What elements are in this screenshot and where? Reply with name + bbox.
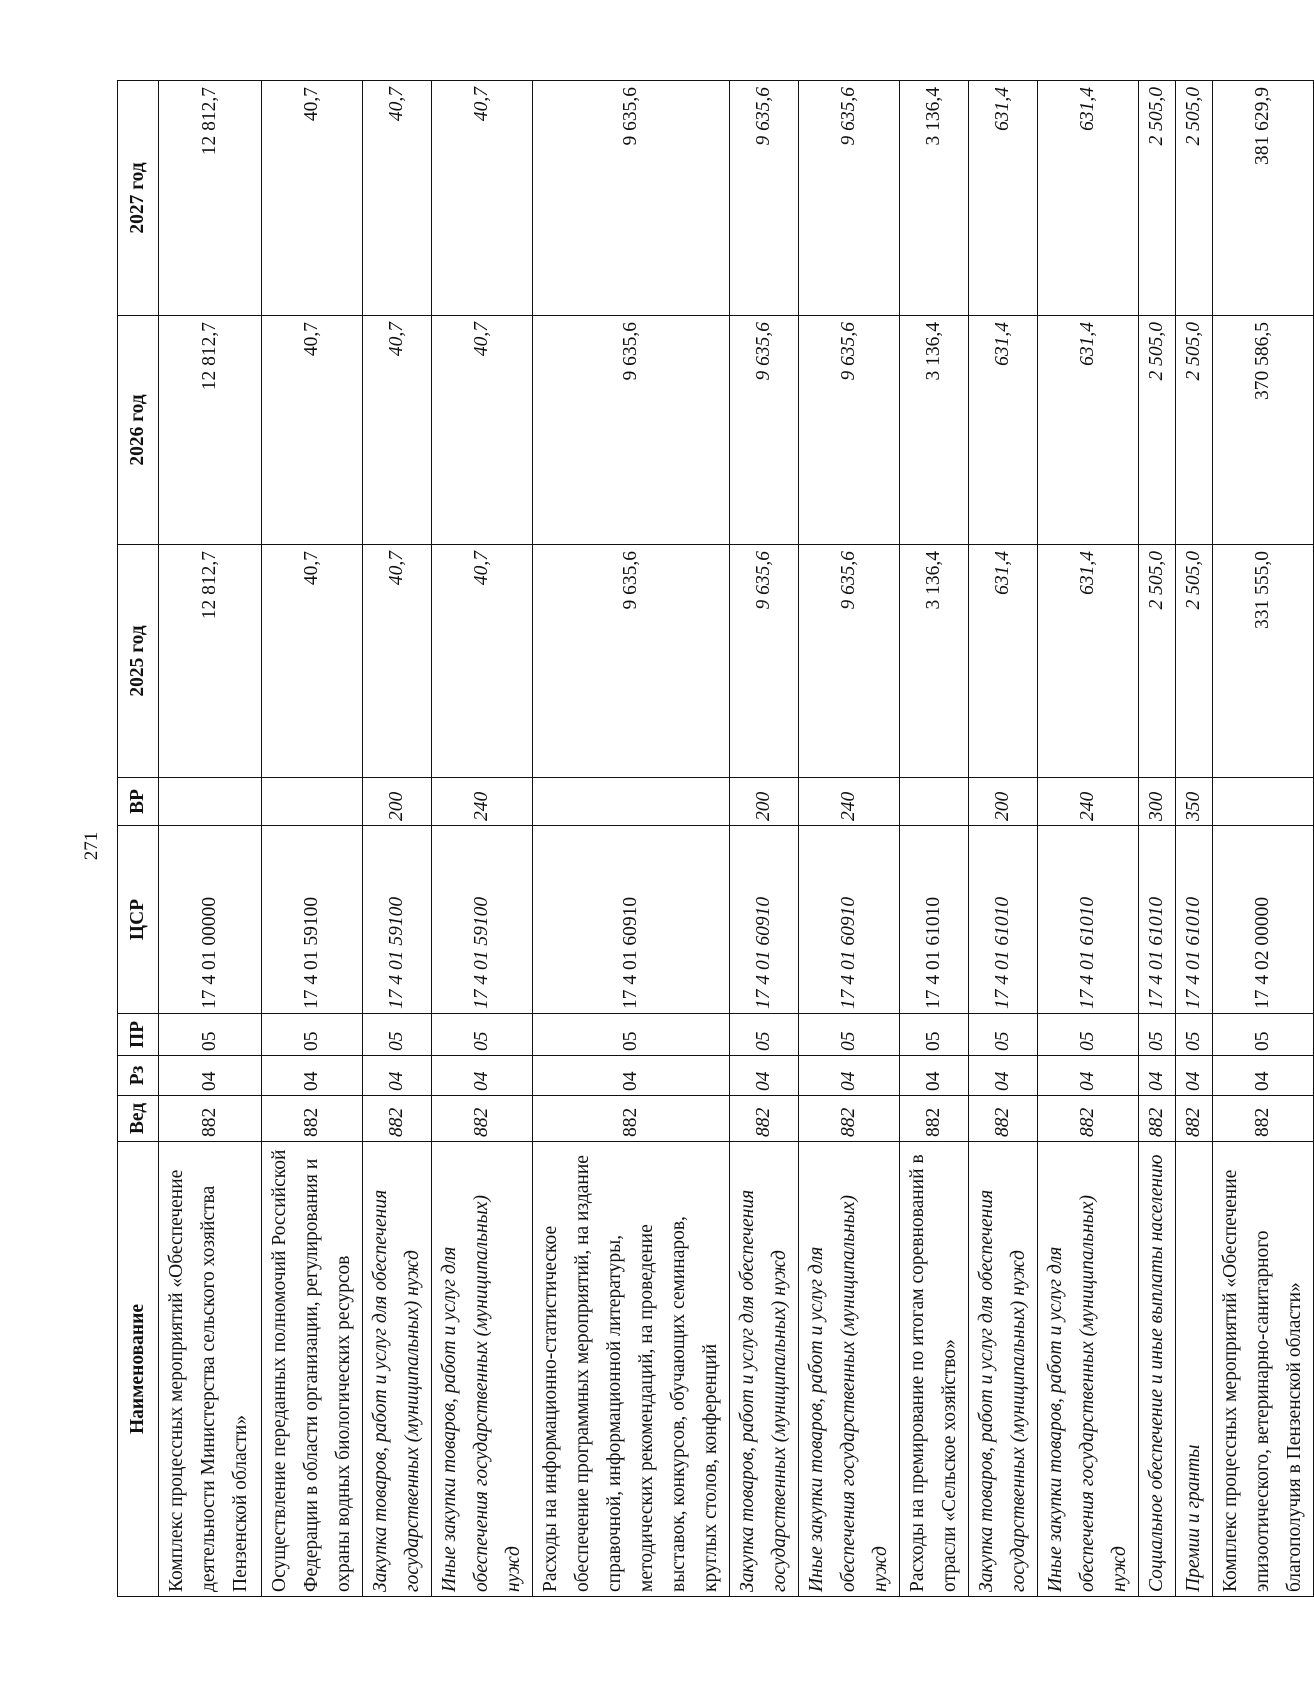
cell-csr: 17 4 01 61010 — [1176, 826, 1213, 1014]
column-header-pr: ПР — [118, 1014, 159, 1056]
table-row — [159, 81, 262, 1597]
column-header-name: Наименование — [118, 1142, 159, 1597]
cell-y2026: 40,7 — [262, 316, 363, 545]
cell-pr: 05 — [533, 1014, 730, 1056]
cell-csr: 17 4 01 59100 — [363, 826, 432, 1014]
cell-name: Расходы на информационно-статистическое обеспечение программных мероприятий, на издание справочной, информационной литературы, методических рекомендаций, на проведение выставок, конкурсов, обучающих семинаров, круглых столов, конференций — [533, 1142, 730, 1597]
cell-y2026: 9 635,6 — [730, 316, 799, 545]
page-number: 271 — [81, 831, 102, 861]
cell-csr: 17 4 01 59100 — [432, 826, 533, 1014]
table-row — [1038, 81, 1139, 1597]
cell-csr: 17 4 01 60910 — [533, 826, 730, 1014]
cell-y2027: 2 505,0 — [1139, 81, 1176, 316]
table-body — [159, 81, 1314, 1597]
cell-pr: 05 — [1038, 1014, 1139, 1056]
cell-name: Комплекс процессных мероприятий «Обеспечение деятельности Министерства сельского хозяйства Пензенской области» — [159, 1142, 262, 1597]
cell-y2027: 9 635,6 — [533, 81, 730, 316]
cell-vr: 200 — [969, 778, 1038, 826]
cell-pr: 05 — [1176, 1014, 1213, 1056]
cell-rz: 04 — [533, 1056, 730, 1096]
table-row — [432, 81, 533, 1597]
cell-ved: 882 — [1176, 1096, 1213, 1142]
cell-pr: 05 — [1139, 1014, 1176, 1056]
cell-y2027: 40,7 — [432, 81, 533, 316]
cell-pr: 05 — [159, 1014, 262, 1056]
column-header-ved: Вед — [118, 1096, 159, 1142]
cell-y2025: 40,7 — [432, 545, 533, 778]
cell-ved: 882 — [969, 1096, 1038, 1142]
cell-pr: 05 — [730, 1014, 799, 1056]
cell-rz: 04 — [432, 1056, 533, 1096]
cell-y2027: 2 505,0 — [1176, 81, 1213, 316]
cell-rz: 04 — [262, 1056, 363, 1096]
cell-ved: 882 — [533, 1096, 730, 1142]
cell-ved: 882 — [262, 1096, 363, 1142]
cell-y2026: 2 505,0 — [1176, 316, 1213, 545]
cell-rz: 04 — [730, 1056, 799, 1096]
cell-ved: 882 — [159, 1096, 262, 1142]
cell-name: Закупка товаров, работ и услуг для обеспечения государственных (муниципальных) нужд — [730, 1142, 799, 1597]
cell-y2026: 631,4 — [1038, 316, 1139, 545]
cell-csr: 17 4 01 61010 — [900, 826, 969, 1014]
cell-name: Закупка товаров, работ и услуг для обеспечения государственных (муниципальных) нужд — [969, 1142, 1038, 1597]
cell-y2025: 40,7 — [363, 545, 432, 778]
cell-y2027: 12 812,7 — [159, 81, 262, 316]
cell-name: Осуществление переданных полномочий Российской Федерации в области организации, регулирования и охраны водных биологических ресурсов — [262, 1142, 363, 1597]
cell-rz: 04 — [1176, 1056, 1213, 1096]
column-header-y2027: 2027 год — [118, 81, 159, 316]
cell-y2025: 331 555,0 — [1213, 545, 1314, 778]
cell-name: Премии и гранты — [1176, 1142, 1213, 1597]
cell-vr: 200 — [730, 778, 799, 826]
table-row — [900, 81, 969, 1597]
cell-vr — [533, 778, 730, 826]
cell-rz: 04 — [969, 1056, 1038, 1096]
cell-csr: 17 4 01 00000 — [159, 826, 262, 1014]
cell-vr: 300 — [1139, 778, 1176, 826]
cell-y2027: 631,4 — [1038, 81, 1139, 316]
cell-pr: 05 — [799, 1014, 900, 1056]
table-row — [533, 81, 730, 1597]
cell-rz: 04 — [900, 1056, 969, 1096]
table-row — [1213, 81, 1314, 1597]
cell-rz: 04 — [1139, 1056, 1176, 1096]
cell-y2026: 40,7 — [432, 316, 533, 545]
rotated-table-container — [117, 81, 1305, 1597]
cell-vr — [1213, 778, 1314, 826]
cell-y2027: 40,7 — [363, 81, 432, 316]
cell-y2025: 631,4 — [1038, 545, 1139, 778]
cell-y2026: 9 635,6 — [533, 316, 730, 545]
cell-y2025: 3 136,4 — [900, 545, 969, 778]
cell-csr: 17 4 01 61010 — [1139, 826, 1176, 1014]
cell-ved: 882 — [730, 1096, 799, 1142]
cell-y2027: 631,4 — [969, 81, 1038, 316]
cell-pr: 05 — [1213, 1014, 1314, 1056]
cell-rz: 04 — [363, 1056, 432, 1096]
cell-y2025: 9 635,6 — [799, 545, 900, 778]
cell-name: Закупка товаров, работ и услуг для обеспечения государственных (муниципальных) нужд — [363, 1142, 432, 1597]
column-header-y2025: 2025 год — [118, 545, 159, 778]
cell-name: Комплекс процессных мероприятий «Обеспечение эпизоотического, ветеринарно-санитарного благополучия в Пензенской области» — [1213, 1142, 1314, 1597]
cell-y2026: 40,7 — [363, 316, 432, 545]
cell-pr: 05 — [363, 1014, 432, 1056]
table-row — [262, 81, 363, 1597]
budget-table — [117, 80, 1314, 1597]
cell-vr: 240 — [799, 778, 900, 826]
cell-csr: 17 4 01 60910 — [799, 826, 900, 1014]
cell-y2026: 3 136,4 — [900, 316, 969, 545]
table-row — [799, 81, 900, 1597]
cell-vr: 350 — [1176, 778, 1213, 826]
cell-name: Социальное обеспечение и иные выплаты населению — [1139, 1142, 1176, 1597]
column-header-y2026: 2026 год — [118, 316, 159, 545]
cell-y2026: 631,4 — [969, 316, 1038, 545]
cell-ved: 882 — [799, 1096, 900, 1142]
cell-vr — [159, 778, 262, 826]
cell-ved: 882 — [363, 1096, 432, 1142]
cell-ved: 882 — [1213, 1096, 1314, 1142]
cell-y2025: 9 635,6 — [730, 545, 799, 778]
column-header-csr: ЦСР — [118, 826, 159, 1014]
cell-vr — [262, 778, 363, 826]
cell-rz: 04 — [159, 1056, 262, 1096]
cell-ved: 882 — [900, 1096, 969, 1142]
cell-name: Иные закупки товаров, работ и услуг для обеспечения государственных (муниципальных) нужд — [432, 1142, 533, 1597]
cell-pr: 05 — [969, 1014, 1038, 1056]
header-row — [118, 81, 159, 1597]
cell-csr: 17 4 01 61010 — [969, 826, 1038, 1014]
cell-y2025: 40,7 — [262, 545, 363, 778]
table-row — [969, 81, 1038, 1597]
cell-y2026: 2 505,0 — [1139, 316, 1176, 545]
cell-vr — [900, 778, 969, 826]
cell-y2026: 12 812,7 — [159, 316, 262, 545]
cell-ved: 882 — [1139, 1096, 1176, 1142]
cell-y2025: 9 635,6 — [533, 545, 730, 778]
cell-pr: 05 — [262, 1014, 363, 1056]
cell-y2025: 2 505,0 — [1176, 545, 1213, 778]
cell-y2026: 370 586,5 — [1213, 316, 1314, 545]
cell-rz: 04 — [1213, 1056, 1314, 1096]
cell-y2027: 381 629,9 — [1213, 81, 1314, 316]
cell-y2025: 631,4 — [969, 545, 1038, 778]
cell-csr: 17 4 02 00000 — [1213, 826, 1314, 1014]
table-row — [1139, 81, 1176, 1597]
cell-y2027: 9 635,6 — [799, 81, 900, 316]
cell-name: Иные закупки товаров, работ и услуг для обеспечения государственных (муниципальных) нужд — [799, 1142, 900, 1597]
cell-rz: 04 — [1038, 1056, 1139, 1096]
cell-csr: 17 4 01 60910 — [730, 826, 799, 1014]
cell-y2027: 40,7 — [262, 81, 363, 316]
cell-vr: 240 — [432, 778, 533, 826]
cell-y2027: 3 136,4 — [900, 81, 969, 316]
column-header-vr: ВР — [118, 778, 159, 826]
cell-pr: 05 — [432, 1014, 533, 1056]
cell-vr: 240 — [1038, 778, 1139, 826]
cell-y2025: 12 812,7 — [159, 545, 262, 778]
cell-rz: 04 — [799, 1056, 900, 1096]
cell-ved: 882 — [1038, 1096, 1139, 1142]
column-header-rz: Рз — [118, 1056, 159, 1096]
cell-y2025: 2 505,0 — [1139, 545, 1176, 778]
cell-csr: 17 4 01 59100 — [262, 826, 363, 1014]
table-row — [730, 81, 799, 1597]
cell-csr: 17 4 01 61010 — [1038, 826, 1139, 1014]
cell-name: Иные закупки товаров, работ и услуг для обеспечения государственных (муниципальных) нужд — [1038, 1142, 1139, 1597]
cell-name: Расходы на премирование по итогам соревнований в отрасли «Сельское хозяйство» — [900, 1142, 969, 1597]
table-row — [1176, 81, 1213, 1597]
cell-ved: 882 — [432, 1096, 533, 1142]
cell-y2027: 9 635,6 — [730, 81, 799, 316]
cell-vr: 200 — [363, 778, 432, 826]
cell-pr: 05 — [900, 1014, 969, 1056]
cell-y2026: 9 635,6 — [799, 316, 900, 545]
table-row — [363, 81, 432, 1597]
